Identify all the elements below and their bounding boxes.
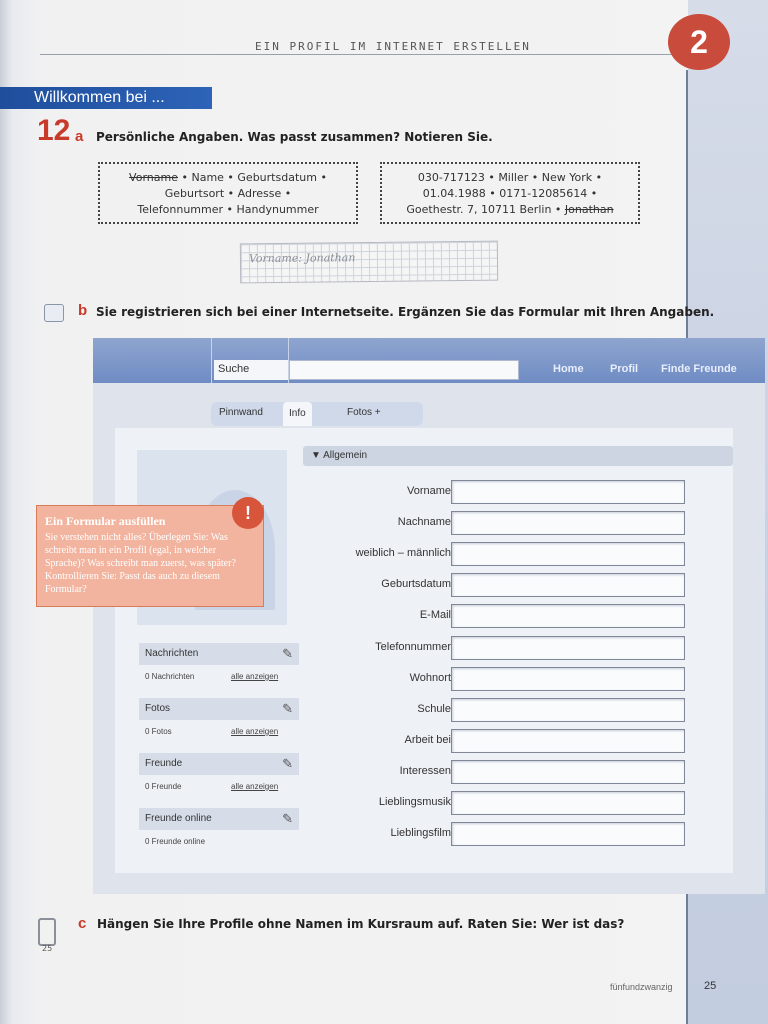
value-firstname: Jonathan bbox=[564, 203, 614, 216]
form-label: E-Mail bbox=[419, 609, 451, 621]
strategy-infobox bbox=[36, 505, 264, 607]
form-label: Vorname bbox=[406, 485, 451, 497]
infobox-body: Sie verstehen nicht alles? Überlegen Sie: Was schreibt man in ein Profil (egal, in welcher Sprache)? Was schreibt man zuerst, was später? Kontrollieren Sie: Passt das auch zu diesem Formular? bbox=[45, 532, 236, 595]
form-row-schule bbox=[301, 698, 741, 722]
section-title: Willkommen bei ... bbox=[0, 87, 212, 109]
form-row-lieblingsfilm bbox=[301, 822, 741, 846]
lieblingsfilm-field[interactable] bbox=[451, 822, 685, 846]
instruction-b: Sie registrieren sich bei einer Internetseite. Ergänzen Sie das Formular mit Ihren Angaben. bbox=[96, 305, 715, 319]
category-handynummer: Handynummer bbox=[236, 203, 319, 216]
side-freunde-online[interactable] bbox=[139, 808, 299, 830]
value-surname: Miller bbox=[498, 171, 529, 184]
schule-field[interactable] bbox=[451, 698, 685, 722]
pencil-icon[interactable]: ✎ bbox=[282, 811, 293, 826]
exclamation-icon: ! bbox=[232, 497, 264, 529]
search-label: Suche bbox=[214, 360, 288, 380]
value-birthdate: 01.04.1988 bbox=[422, 187, 486, 200]
audio-track-icon bbox=[38, 918, 56, 946]
instruction-a: Persönliche Angaben. Was passt zusammen? Notieren Sie. bbox=[96, 130, 493, 144]
instruction-c: Hängen Sie Ihre Profile ohne Namen im Kursraum auf. Raten Sie: Wer ist das? bbox=[97, 917, 625, 931]
form-label: weiblich – männlich bbox=[355, 547, 451, 559]
header-rule bbox=[40, 54, 680, 55]
values-line-2: 01.04.1988 • 0171-12085614 • bbox=[422, 187, 598, 200]
form-row-arbeit bbox=[301, 729, 741, 753]
pencil-icon[interactable]: ✎ bbox=[282, 646, 293, 661]
tab-fotos[interactable]: Fotos + bbox=[347, 407, 381, 418]
nav-home[interactable]: Home bbox=[553, 363, 584, 375]
nachrichten-count: 0 Nachrichten bbox=[145, 672, 195, 681]
arbeit-field[interactable] bbox=[451, 729, 685, 753]
pencil-icon[interactable]: ✎ bbox=[282, 756, 293, 771]
categories-line-3: Telefonnummer • Handynummer bbox=[137, 203, 319, 216]
form-label: Geburtsdatum bbox=[381, 578, 451, 590]
section-allgemein[interactable]: ▼ Allgemein bbox=[303, 446, 733, 466]
nachrichten-link[interactable]: alle anzeigen bbox=[231, 672, 279, 681]
form-label: Nachname bbox=[397, 516, 451, 528]
side-title: Freunde online bbox=[145, 813, 212, 824]
page-number-word: fünfundzwanzig bbox=[610, 982, 673, 992]
nav-profil[interactable]: Profil bbox=[610, 363, 639, 375]
values-line-1: 030-717123 • Miller • New York • bbox=[417, 171, 603, 184]
form-label: Wohnort bbox=[409, 672, 451, 684]
tab-info[interactable]: Info bbox=[283, 402, 312, 426]
chapter-badge: 2 bbox=[668, 14, 730, 70]
audio-track-number: 25 bbox=[42, 944, 53, 953]
online-count: 0 Freunde online bbox=[145, 837, 206, 846]
form-label: Lieblingsfilm bbox=[390, 827, 451, 839]
nachname-field[interactable] bbox=[451, 511, 685, 535]
form-label: Schule bbox=[417, 703, 451, 715]
category-name: Name bbox=[191, 171, 224, 184]
category-geburtsdatum: Geburtsdatum bbox=[237, 171, 317, 184]
form-row-telefonnummer bbox=[301, 636, 741, 660]
form-row-nachname bbox=[301, 511, 741, 535]
value-mobile: 0171-12085614 bbox=[499, 187, 588, 200]
fotos-count: 0 Fotos bbox=[145, 727, 172, 736]
form-label: Telefonnummer bbox=[375, 641, 451, 653]
category-geburtsort: Geburtsort bbox=[164, 187, 225, 200]
exercise-letter-a: a bbox=[75, 128, 84, 145]
tab-pinnwand[interactable]: Pinnwand bbox=[219, 407, 263, 418]
fotos-link[interactable]: alle anzeigen bbox=[231, 727, 279, 736]
values-line-3: Goethestr. 7, 10711 Berlin • Jonathan bbox=[406, 203, 614, 216]
exercise-letter-c: c bbox=[78, 915, 87, 932]
form-row-geschlecht bbox=[301, 542, 741, 566]
site-tabs bbox=[211, 402, 423, 426]
running-header: EIN PROFIL IM INTERNET ERSTELLEN bbox=[255, 40, 531, 53]
mock-website bbox=[93, 338, 765, 894]
exercise-checkbox[interactable] bbox=[44, 304, 64, 322]
wohnort-field[interactable] bbox=[451, 667, 685, 691]
form-row-lieblingsmusik bbox=[301, 791, 741, 815]
form-row-vorname bbox=[301, 480, 741, 504]
freunde-link[interactable]: alle anzeigen bbox=[231, 782, 279, 791]
infobox-title: Ein Formular ausfüllen bbox=[45, 514, 166, 528]
category-telefonnummer: Telefonnummer bbox=[137, 203, 224, 216]
category-vorname: Vorname bbox=[129, 171, 178, 184]
pencil-icon[interactable]: ✎ bbox=[282, 701, 293, 716]
nav-finde-freunde[interactable]: Finde Freunde bbox=[661, 363, 737, 375]
example-note-card bbox=[240, 241, 498, 284]
example-note: Vorname: Jonathan bbox=[248, 251, 356, 266]
value-city: New York bbox=[541, 171, 593, 184]
exercise-number: 12 bbox=[37, 114, 71, 147]
freunde-count: 0 Freunde bbox=[145, 782, 182, 791]
value-phone: 030-717123 bbox=[417, 171, 485, 184]
geschlecht-field[interactable] bbox=[451, 542, 685, 566]
form-label: Arbeit bei bbox=[404, 734, 451, 746]
categories-line-2: Geburtsort • Adresse • bbox=[164, 187, 292, 200]
side-title: Nachrichten bbox=[145, 648, 199, 659]
category-adresse: Adresse bbox=[237, 187, 282, 200]
form-row-interessen bbox=[301, 760, 741, 784]
side-nachrichten[interactable] bbox=[139, 643, 299, 665]
side-title: Fotos bbox=[145, 703, 171, 714]
values-box bbox=[380, 162, 640, 224]
form-label: Lieblingsmusik bbox=[378, 796, 451, 808]
profile-content bbox=[115, 428, 733, 873]
form-row-email bbox=[301, 604, 741, 628]
side-freunde[interactable] bbox=[139, 753, 299, 775]
telefonnummer-field[interactable] bbox=[451, 636, 685, 660]
email-field[interactable] bbox=[451, 604, 685, 628]
side-fotos[interactable] bbox=[139, 698, 299, 720]
page-number: 25 bbox=[704, 980, 717, 992]
value-address: Goethestr. 7, 10711 Berlin bbox=[406, 203, 552, 216]
geburtsdatum-field[interactable] bbox=[451, 573, 685, 597]
exercise-letter-b: b bbox=[78, 302, 88, 319]
form-row-wohnort bbox=[301, 667, 741, 691]
side-title: Freunde bbox=[145, 758, 183, 769]
categories-line-1: Vorname • Name • Geburtsdatum • bbox=[129, 171, 327, 184]
vorname-field[interactable] bbox=[451, 480, 685, 504]
search-input[interactable] bbox=[289, 360, 519, 380]
form-row-geburtsdatum bbox=[301, 573, 741, 597]
categories-box bbox=[98, 162, 358, 224]
lieblingsmusik-field[interactable] bbox=[451, 791, 685, 815]
interessen-field[interactable] bbox=[451, 760, 685, 784]
form-label: Interessen bbox=[399, 765, 451, 777]
